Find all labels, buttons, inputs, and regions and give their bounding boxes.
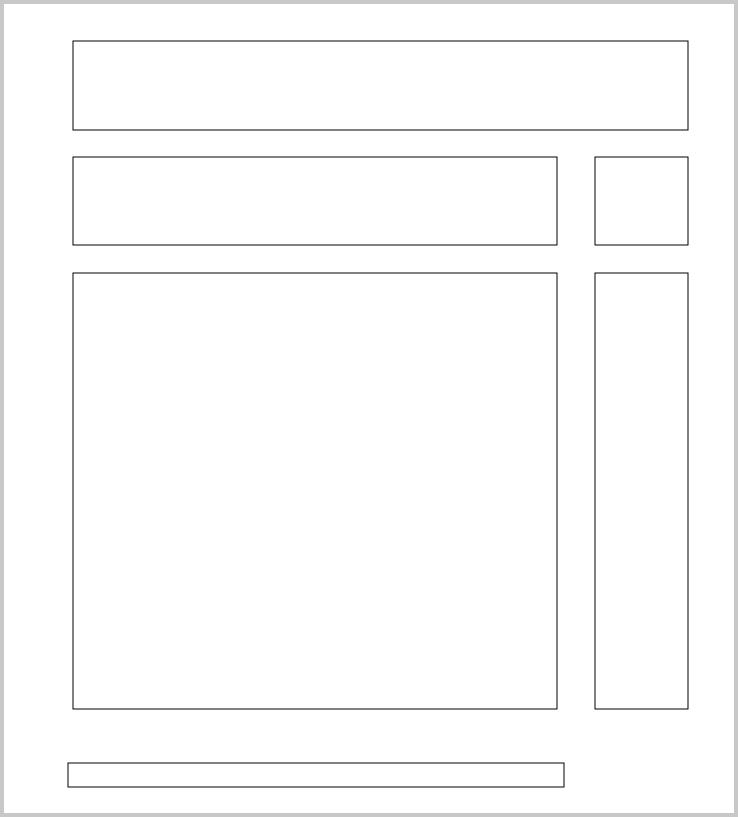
colorbar-frame [68,763,564,787]
plan-view-axes [73,273,557,709]
plan-view-panel [73,273,557,709]
time-height-panel [73,41,688,130]
histogram-axes [595,157,688,245]
ns-altitude-axes [595,273,688,709]
ns-altitude-panel [595,273,688,709]
ew-altitude-panel [73,157,557,245]
ew-altitude-axes [73,157,557,245]
histogram-panel [595,157,688,245]
colorbar [68,763,564,787]
time-height-axes [73,41,688,130]
